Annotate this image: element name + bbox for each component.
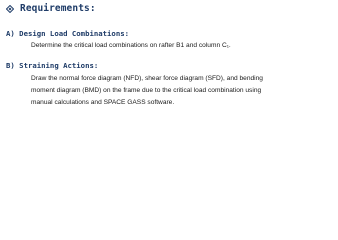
section-b-line-2: moment diagram (BMD) on the frame due to the critical load combination using <box>31 87 262 94</box>
section-b-heading: B) Straining Actions: <box>6 61 99 70</box>
requirements-document <box>0 0 338 118</box>
requirements-title: Requirements: <box>20 3 96 14</box>
section-b-line-3: manual calculations and SPACE GASS software. <box>31 99 175 106</box>
diamond-bullet-icon <box>6 5 14 13</box>
section-b-line-1: Draw the normal force diagram (NFD), shear force diagram (SFD), and bending <box>31 75 263 82</box>
section-a-heading: A) Design Load Combinations: <box>6 29 130 38</box>
requirements-heading <box>6 3 96 14</box>
section-a-line-1: Determine the critical load combinations on rafter B1 and column C₁. <box>31 42 231 49</box>
